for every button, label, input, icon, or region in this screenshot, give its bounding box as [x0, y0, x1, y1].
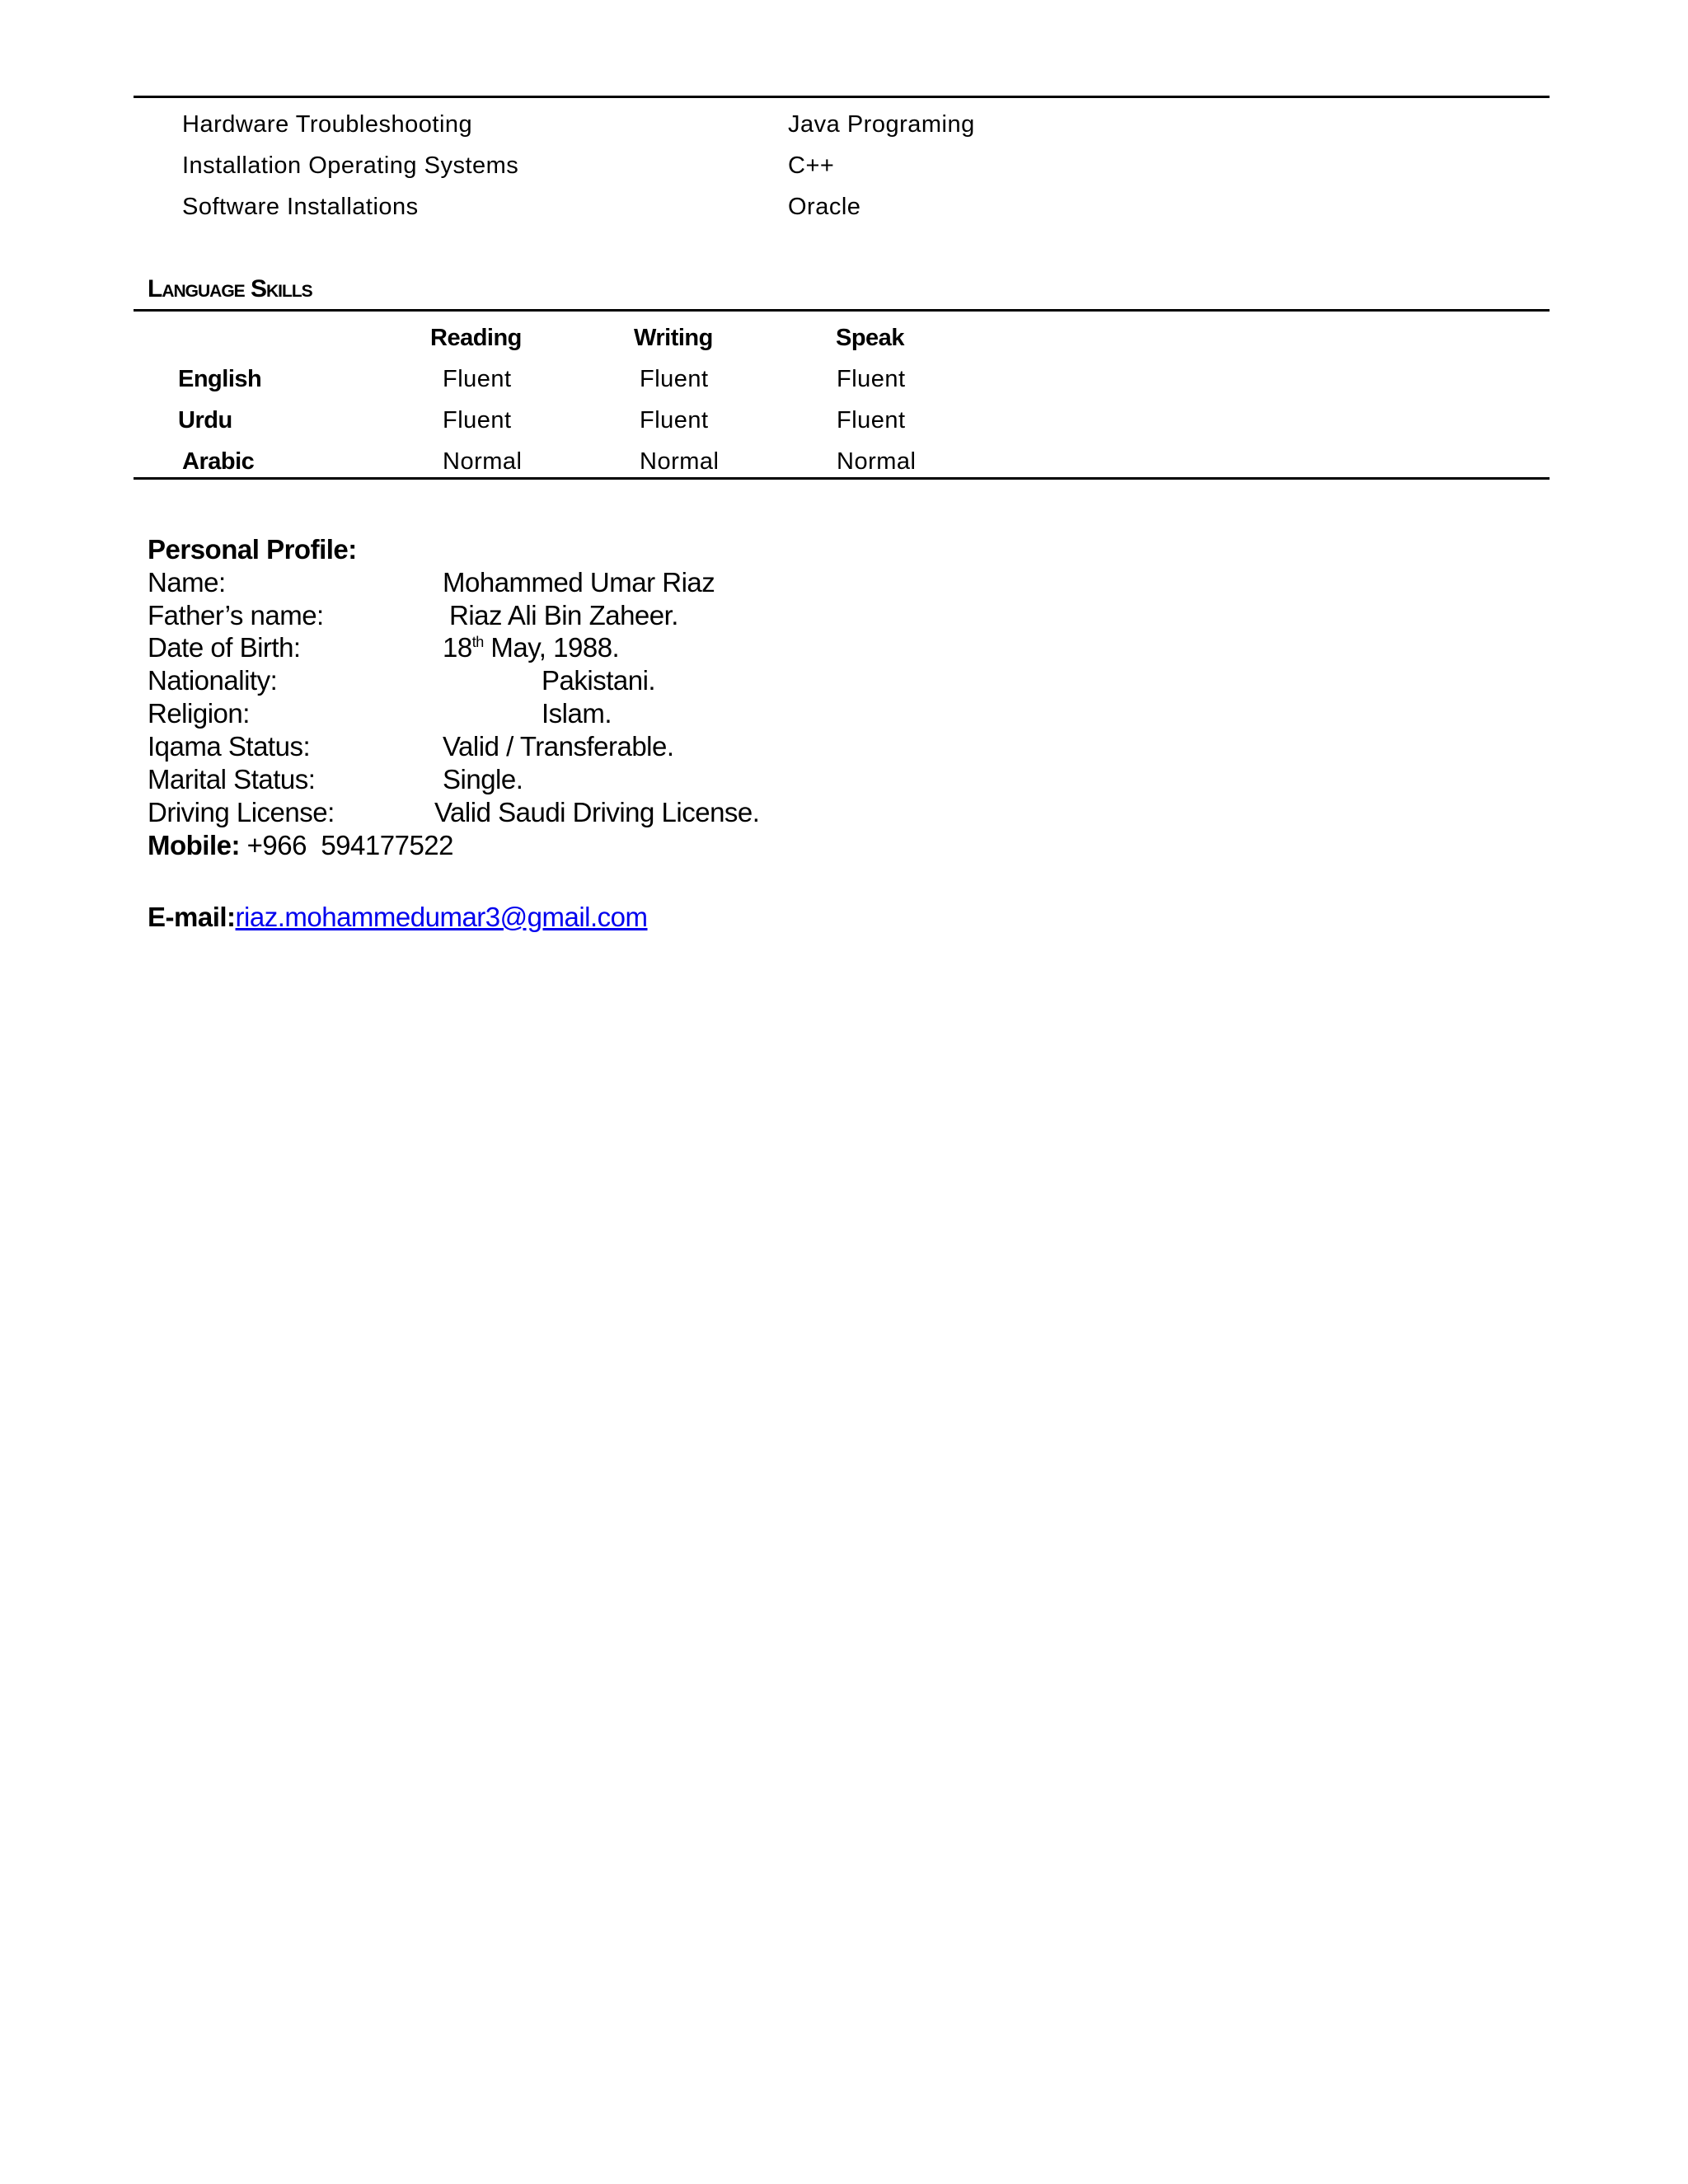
- field-value: Mohammed Umar Riaz: [443, 567, 715, 598]
- skill-item: Oracle: [788, 194, 861, 220]
- column-header: Writing: [634, 325, 713, 351]
- field-label: Date of Birth:: [148, 632, 301, 663]
- table-cell: Fluent: [837, 366, 906, 392]
- mobile-value: +966 594177522: [246, 830, 454, 860]
- table-cell: Fluent: [837, 407, 906, 434]
- field-label: Driving License:: [148, 797, 335, 827]
- mobile-label: Mobile:: [148, 830, 240, 860]
- field-value: Valid Saudi Driving License.: [434, 797, 760, 827]
- table-cell: Normal: [640, 448, 720, 475]
- email-label: E-mail:: [148, 902, 236, 932]
- field-value: Valid / Transferable.: [443, 731, 674, 762]
- section-heading-personal-profile: Personal Profile:: [148, 534, 357, 565]
- language-name: Arabic: [182, 448, 255, 475]
- column-header: Reading: [430, 325, 522, 351]
- language-table-bottom-divider: [134, 477, 1550, 480]
- email-link[interactable]: riaz.mohammedumar3@gmail.com: [235, 902, 648, 932]
- table-cell: Fluent: [640, 407, 709, 434]
- field-value: Single.: [443, 764, 523, 794]
- section-heading-language-skills: Language Skills: [148, 275, 312, 302]
- dob-rest: May, 1988.: [483, 632, 620, 663]
- skill-item: Installation Operating Systems: [182, 152, 519, 179]
- table-cell: Fluent: [443, 407, 512, 434]
- skill-item: Hardware Troubleshooting: [182, 111, 473, 138]
- language-name: English: [178, 366, 262, 392]
- table-cell: Normal: [837, 448, 917, 475]
- email-line: [148, 903, 648, 930]
- top-divider: [134, 96, 1550, 98]
- field-label: Religion:: [148, 698, 250, 729]
- field-label: Father’s name:: [148, 600, 324, 630]
- field-value: Islam.: [542, 698, 612, 729]
- table-cell: Fluent: [640, 366, 709, 392]
- field-value: [443, 634, 619, 661]
- dob-suffix: th: [471, 634, 484, 650]
- field-label: Iqama Status:: [148, 731, 311, 762]
- language-name: Urdu: [178, 407, 232, 434]
- field-label: Name:: [148, 567, 226, 598]
- mobile-line: [148, 832, 453, 859]
- dob-day: 18: [443, 632, 472, 663]
- field-value: Pakistani.: [542, 665, 656, 696]
- column-header: Speak: [836, 325, 904, 351]
- language-divider: [134, 309, 1550, 312]
- skill-item: C++: [788, 152, 835, 179]
- skill-item: Software Installations: [182, 194, 419, 220]
- table-cell: Fluent: [443, 366, 512, 392]
- skill-item: Java Programing: [788, 111, 975, 138]
- field-value: Riaz Ali Bin Zaheer.: [449, 600, 678, 630]
- field-label: Marital Status:: [148, 764, 316, 794]
- field-label: Nationality:: [148, 665, 278, 696]
- table-cell: Normal: [443, 448, 523, 475]
